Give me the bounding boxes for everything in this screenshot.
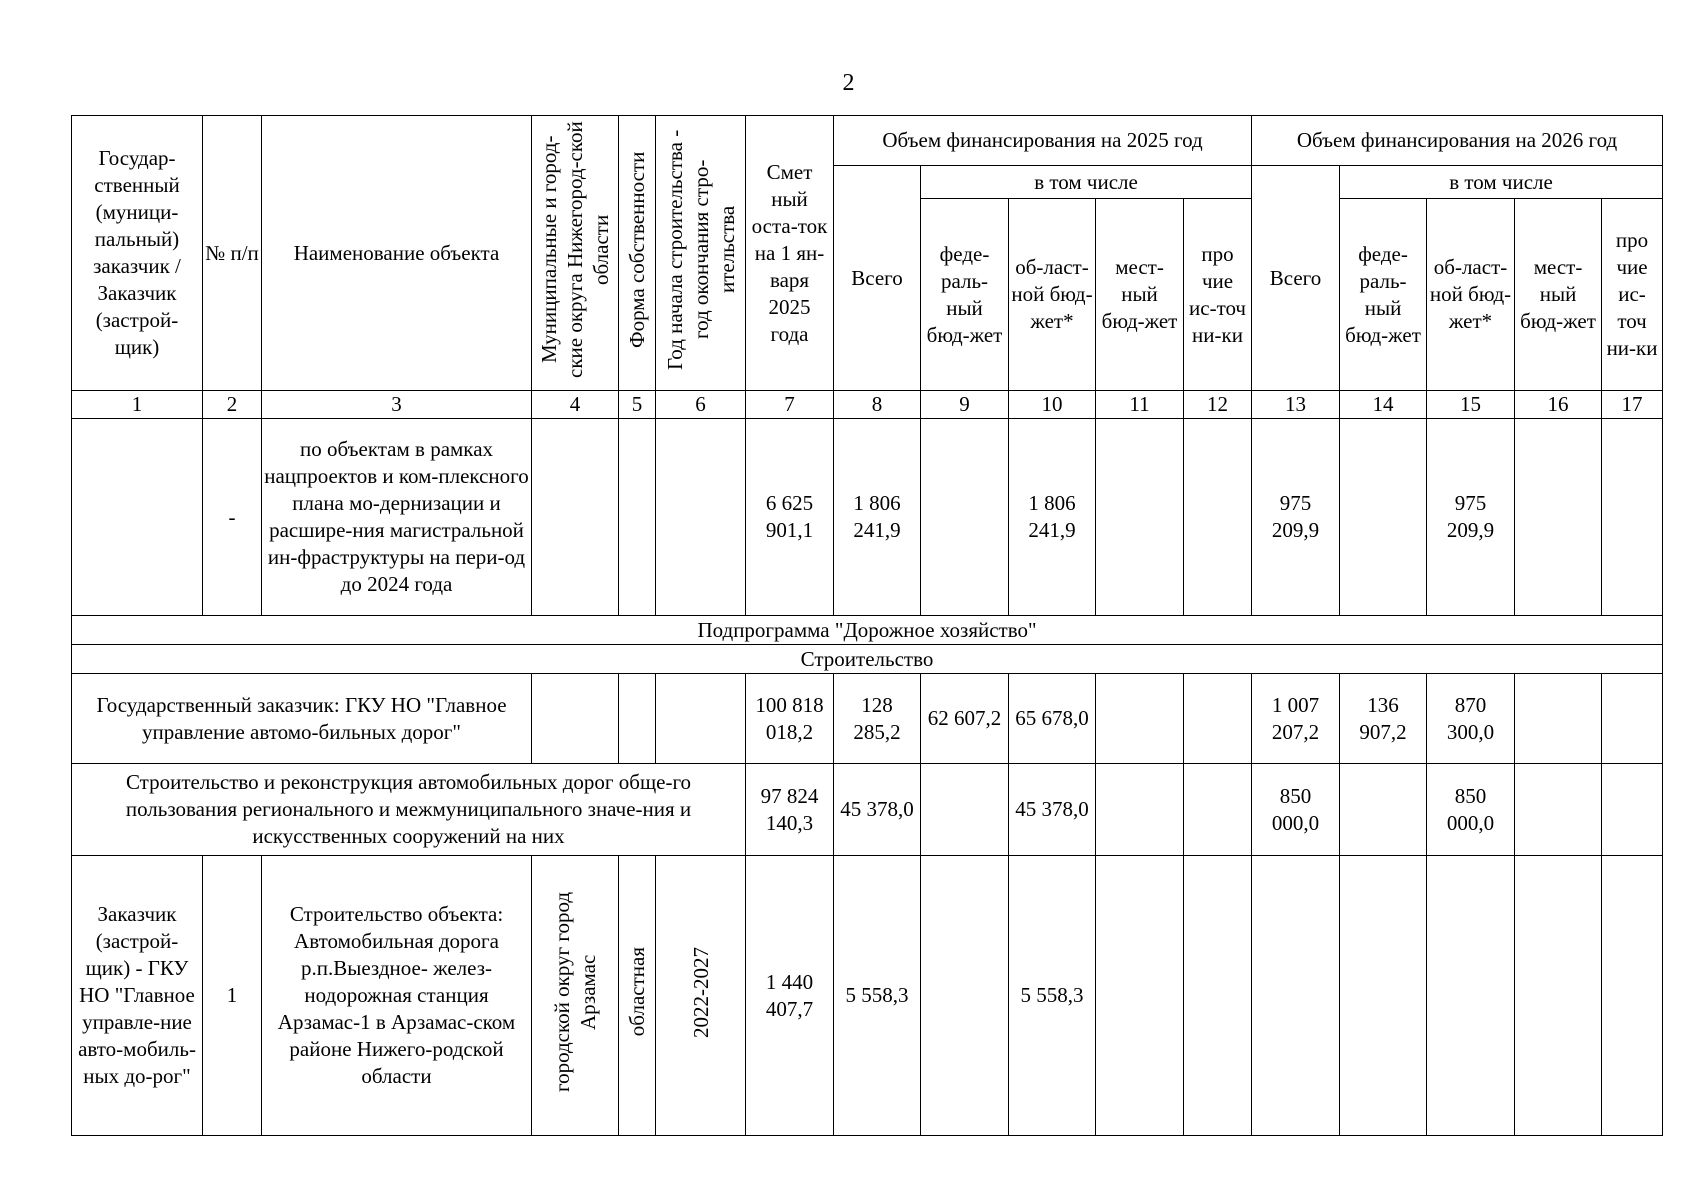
cell-regional-2025: 65 678,0 (1009, 674, 1096, 764)
header-years-text: Год начала строительства - год окончания стро-ительства (662, 129, 739, 370)
col-number: 16 (1515, 391, 1602, 419)
table-row-natproject (72, 419, 1663, 616)
col-number: 10 (1009, 391, 1096, 419)
col-number: 3 (262, 391, 532, 419)
col-number: 11 (1096, 391, 1184, 419)
header-customer: Государ-ственный (муници-пальный) заказчик / Заказчик (застрой-щик) (72, 116, 203, 391)
header-ownership-text: Форма собственности (625, 151, 649, 348)
col-number: 17 (1602, 391, 1663, 419)
table-row-construction (72, 645, 1663, 674)
state-customer-name: Государственный заказчик: ГКУ НО "Главное управление автомо-бильных дорог" (72, 674, 532, 764)
cell-empty (921, 419, 1009, 616)
cell-regional-2025: 1 806 241,9 (1009, 419, 1096, 616)
cell-balance: 100 818 018,2 (746, 674, 834, 764)
financing-table (71, 115, 1663, 1136)
header-ownership (619, 116, 656, 391)
header-fin-2026: Объем финансирования на 2026 год (1252, 116, 1663, 166)
col-number: 9 (921, 391, 1009, 419)
col-number: 6 (656, 391, 746, 419)
cell-regional-2026: 850 000,0 (1427, 764, 1515, 856)
cell-years-text: 2022-2027 (688, 946, 713, 1038)
header-local-2026: мест-ный бюд-жет (1515, 199, 1602, 391)
col-number: 15 (1427, 391, 1515, 419)
header-row-1 (72, 116, 1663, 166)
cell-total-2025: 5 558,3 (834, 856, 921, 1136)
cell-empty (1340, 856, 1427, 1136)
cell-total-2026: 850 000,0 (1252, 764, 1340, 856)
cell-empty (1252, 856, 1340, 1136)
cell-empty (619, 419, 656, 616)
cell-regional-2026: 870 300,0 (1427, 674, 1515, 764)
cell-empty (1515, 856, 1602, 1136)
cell-empty (1096, 764, 1184, 856)
cell-federal-2026: 136 907,2 (1340, 674, 1427, 764)
cell-regional-2025: 45 378,0 (1009, 764, 1096, 856)
table-row-subprogram (72, 616, 1663, 645)
col-number: 8 (834, 391, 921, 419)
cell-empty (1340, 419, 1427, 616)
cell-empty (1515, 764, 1602, 856)
cell-empty (1515, 419, 1602, 616)
header-district (532, 116, 619, 391)
column-number-row (72, 391, 1663, 419)
cell-total-2025: 45 378,0 (834, 764, 921, 856)
col-number: 2 (203, 391, 262, 419)
cell-num: - (203, 419, 262, 616)
table-row-object-1 (72, 856, 1663, 1136)
cell-empty (1184, 764, 1252, 856)
header-regional-2026: об-ласт-ной бюд-жет* (1427, 199, 1515, 391)
cell-regional-2025: 5 558,3 (1009, 856, 1096, 1136)
cell-balance: 1 440 407,7 (746, 856, 834, 1136)
cell-empty (1184, 856, 1252, 1136)
cell-empty (1184, 674, 1252, 764)
header-other-2026: про чие ис-точ ни-ки (1602, 199, 1663, 391)
header-including-2026: в том числе (1340, 166, 1663, 199)
page-number: 2 (842, 70, 855, 96)
cell-empty (1602, 419, 1663, 616)
table-row-roads (72, 764, 1663, 856)
header-balance: Смет ный оста-ток на 1 ян-варя 2025 года (746, 116, 834, 391)
cell-empty (921, 856, 1009, 1136)
cell-empty (921, 764, 1009, 856)
header-object-name: Наименование объекта (262, 116, 532, 391)
cell-total-2026: 975 209,9 (1252, 419, 1340, 616)
cell-empty (1184, 419, 1252, 616)
col-number: 13 (1252, 391, 1340, 419)
cell-district-text: городской округ город Арзамас (550, 891, 600, 1093)
cell-empty (1340, 764, 1427, 856)
cell-empty (532, 674, 619, 764)
header-other-2025: про чие ис-точ ни-ки (1184, 199, 1252, 391)
header-total-2025: Всего (834, 166, 921, 391)
header-total-2026: Всего (1252, 166, 1340, 391)
cell-federal-2025: 62 607,2 (921, 674, 1009, 764)
cell-total-2025: 128 285,2 (834, 674, 921, 764)
cell-ownership (619, 856, 656, 1136)
cell-empty (1427, 856, 1515, 1136)
cell-empty (72, 419, 203, 616)
cell-empty (1602, 674, 1663, 764)
cell-total-2026: 1 007 207,2 (1252, 674, 1340, 764)
cell-total-2025: 1 806 241,9 (834, 419, 921, 616)
cell-balance: 97 824 140,3 (746, 764, 834, 856)
header-regional-2025: об-ласт-ной бюд-жет* (1009, 199, 1096, 391)
cell-object-name: Строительство объекта: Автомобильная дорога р.п.Выездное- желез-нодорожная станция Арзамас-1 в Арзамас-ском районе Нижего-родской области (262, 856, 532, 1136)
cell-empty (1602, 856, 1663, 1136)
cell-district (532, 856, 619, 1136)
cell-empty (1096, 419, 1184, 616)
cell-ownership-text: областная (625, 947, 649, 1037)
col-number: 4 (532, 391, 619, 419)
col-number: 14 (1340, 391, 1427, 419)
col-number: 1 (72, 391, 203, 419)
header-fin-2025: Объем финансирования на 2025 год (834, 116, 1252, 166)
header-num: № п/п (203, 116, 262, 391)
header-years (656, 116, 746, 391)
header-federal-2026: феде-раль-ный бюд-жет (1340, 199, 1427, 391)
object-customer: Заказчик (застрой-щик) - ГКУ НО "Главное управле-ние авто-мобиль-ных до-рог" (72, 856, 203, 1136)
cell-empty (1602, 764, 1663, 856)
col-number: 5 (619, 391, 656, 419)
cell-empty (1515, 674, 1602, 764)
header-including-2025: в том числе (921, 166, 1252, 199)
roads-program-name: Строительство и реконструкция автомобильных дорог обще-го пользования регионального и межмуниципального значе-ния и искусственных сооружений на них (72, 764, 746, 856)
cell-balance: 6 625 901,1 (746, 419, 834, 616)
col-number: 12 (1184, 391, 1252, 419)
col-number: 7 (746, 391, 834, 419)
section-title: Строительство (72, 645, 1663, 674)
cell-regional-2026: 975 209,9 (1427, 419, 1515, 616)
cell-num: 1 (203, 856, 262, 1136)
header-district-text: Муниципальные и город-ские округа Нижегород-ской области (537, 121, 613, 378)
cell-empty (619, 674, 656, 764)
subprogram-title: Подпрограмма "Дорожное хозяйство" (72, 616, 1663, 645)
cell-object-name: по объектам в рамках нацпроектов и ком-плексного плана мо-дернизации и расшире-ния магистральной ин-фраструктуры на пери-од до 2024 года (262, 419, 532, 616)
cell-empty (1096, 674, 1184, 764)
table-row-state-customer (72, 674, 1663, 764)
cell-empty (656, 419, 746, 616)
cell-empty (1096, 856, 1184, 1136)
cell-empty (656, 674, 746, 764)
header-federal-2025: феде-раль-ный бюд-жет (921, 199, 1009, 391)
header-local-2025: мест-ный бюд-жет (1096, 199, 1184, 391)
cell-empty (532, 419, 619, 616)
cell-years (656, 856, 746, 1136)
